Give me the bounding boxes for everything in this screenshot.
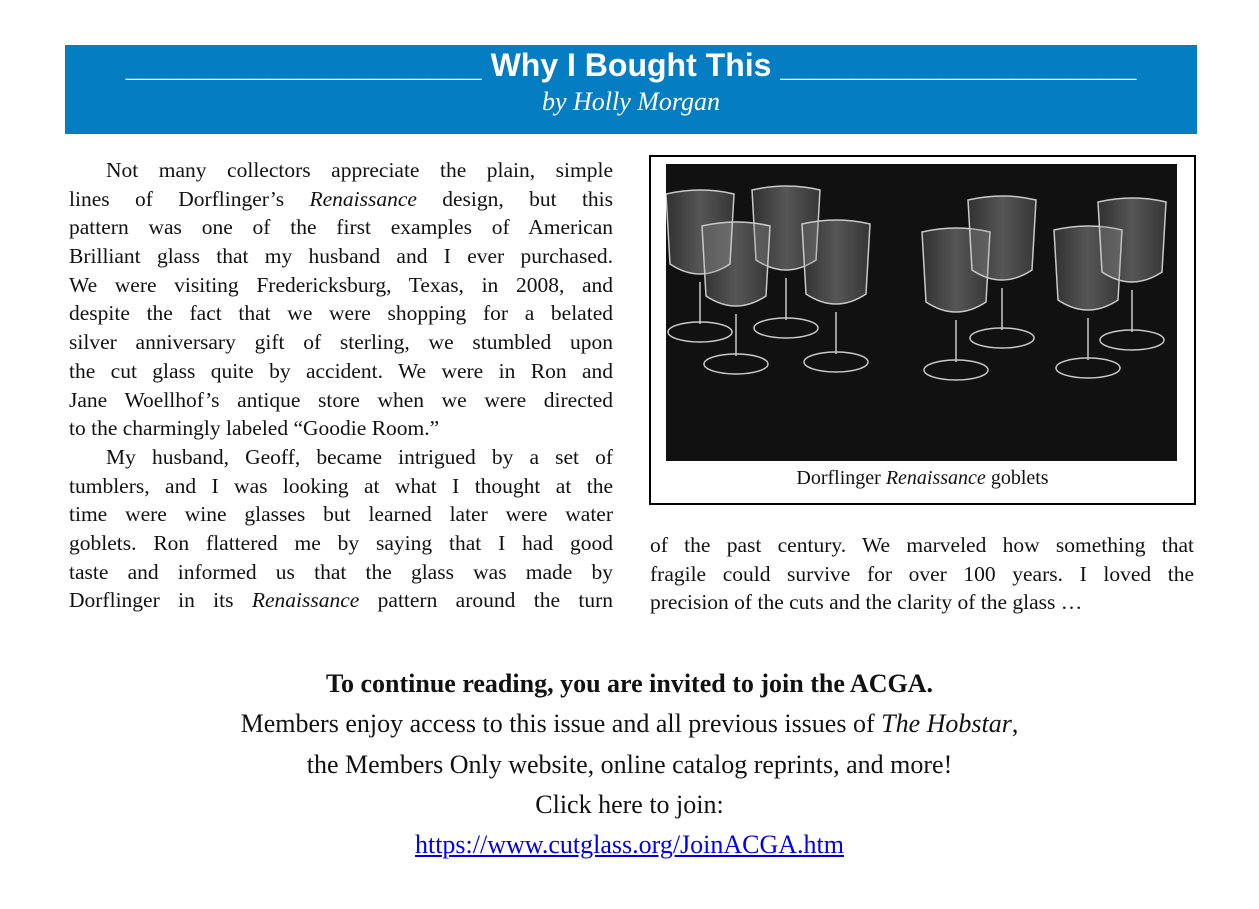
text-line xyxy=(69,328,613,357)
text-segment: pattern around the turn xyxy=(359,588,613,613)
text-line xyxy=(69,242,613,271)
text-segment: the cut glass quite by accident. We were in Ron and xyxy=(69,358,613,383)
text-line xyxy=(69,500,613,529)
text-segment: tumblers, and I was looking at what I thought at the xyxy=(69,473,613,498)
text-line xyxy=(69,185,613,214)
pattern-name: Renaissance xyxy=(251,588,360,613)
text-line xyxy=(69,558,613,587)
caption-text-end: goblets xyxy=(985,467,1049,489)
text-segment: lines of Dorflinger’s xyxy=(69,186,310,211)
text-segment: taste and informed us that the glass was made by xyxy=(69,559,613,584)
text-segment: Jane Woellhof’s antique store when we were directed xyxy=(69,387,613,412)
title-rule-right: ____________________ xyxy=(780,47,1137,83)
title-rule-left: ____________________ xyxy=(125,47,482,83)
text-line xyxy=(69,472,613,501)
pattern-name: Renaissance xyxy=(309,186,417,211)
caption-italic: Renaissance xyxy=(885,467,986,489)
text-line xyxy=(69,414,613,443)
callout-punct: , xyxy=(1011,709,1019,739)
callout-line-3: Click here to join: xyxy=(535,789,724,819)
text-segment: precision of the cuts and the clarity of the glass … xyxy=(650,590,1083,615)
text-segment: despite the fact that we were shopping for a belated xyxy=(69,301,613,326)
text-segment: fragile could survive for over 100 years. I loved the xyxy=(650,561,1194,586)
text-line xyxy=(69,386,613,415)
caption-text: Dorflinger xyxy=(796,467,886,489)
section-title xyxy=(65,47,1197,84)
membership-callout xyxy=(0,664,1259,865)
text-line xyxy=(69,271,613,300)
text-line xyxy=(650,560,1194,589)
title-text: Why I Bought This xyxy=(490,47,772,83)
callout-line-2: the Members Only website, online catalog reprints, and more! xyxy=(306,749,953,779)
text-segment: Brilliant glass that my husband and I ever purchased. xyxy=(69,244,613,269)
text-segment: Not many collectors appreciate the plain, simple xyxy=(106,158,613,182)
text-segment: We were visiting Fredericksburg, Texas, in 2008, and xyxy=(69,272,613,297)
text-segment: design, but this xyxy=(416,186,614,211)
text-line xyxy=(69,299,613,328)
text-line xyxy=(69,586,613,615)
callout-heading: To continue reading, you are invited to join the ACGA. xyxy=(326,669,933,698)
text-line xyxy=(69,357,613,386)
byline: by Holly Morgan xyxy=(541,87,721,116)
goblets-photo xyxy=(666,164,1177,461)
right-column-text xyxy=(650,531,1194,617)
text-segment: goblets. Ron flattered me by saying that I had good xyxy=(69,530,613,555)
text-segment: of the past century. We marveled how something that xyxy=(650,533,1194,557)
text-segment: to the charmingly labeled “Goodie Room.” xyxy=(69,416,440,441)
text-segment: My husband, Geoff, became intrigued by a set of xyxy=(106,444,613,469)
text-line xyxy=(650,531,1194,560)
text-line xyxy=(650,588,1194,617)
text-line xyxy=(69,443,613,472)
join-link[interactable]: https://www.cutglass.org/JoinACGA.htm xyxy=(414,830,844,860)
callout-text: Members enjoy access to this issue and all previous issues of xyxy=(240,709,882,739)
callout-line-1 xyxy=(0,704,1259,744)
text-segment: Dorflinger in its xyxy=(69,588,252,613)
text-segment: pattern was one of the first examples of American xyxy=(69,215,613,240)
text-line xyxy=(69,156,613,185)
figure xyxy=(649,155,1196,505)
section-header xyxy=(65,45,1197,134)
text-segment: silver anniversary gift of sterling, we stumbled upon xyxy=(69,330,613,355)
publication-title: The Hobstar xyxy=(881,709,1012,739)
text-segment: time were wine glasses but learned later were water xyxy=(69,502,613,527)
left-column-text xyxy=(69,156,613,615)
text-line xyxy=(69,213,613,242)
text-line xyxy=(69,529,613,558)
goblets-image xyxy=(666,164,1177,461)
figure-caption xyxy=(651,467,1194,490)
